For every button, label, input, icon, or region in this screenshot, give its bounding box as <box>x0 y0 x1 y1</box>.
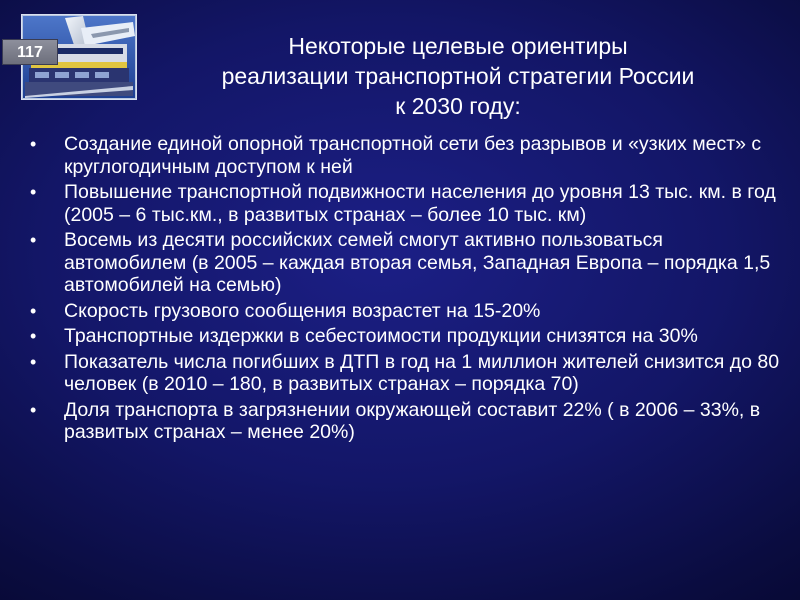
bullet-dot-icon: • <box>30 182 37 202</box>
bullet-item <box>30 133 788 178</box>
title-line: к 2030 году: <box>395 93 521 119</box>
bullet-text: Скорость грузового сообщения возрастет на 15-20% <box>64 299 541 322</box>
bullet-text: Повышение транспортной подвижности населения до уровня 13 тыс. км. в год (2005 – 6 тыс.км., в развитых странах – более 10 тыс. км) <box>64 181 776 226</box>
bullet-dot-icon: • <box>30 134 37 154</box>
bullet-item <box>30 325 788 348</box>
bullet-text: Показатель числа погибших в ДТП в год на 1 миллион жителей снизится до 80 человек (в 2010 – 180, в развитых странах – порядка 70) <box>64 350 780 395</box>
page-number-badge: 117 <box>2 39 58 65</box>
bullet-dot-icon: • <box>30 351 37 372</box>
bullet-text: Транспортные издержки в себестоимости продукции снизятся на 30% <box>64 325 698 347</box>
bullet-item <box>30 229 788 297</box>
bullet-dot-icon: • <box>30 300 37 321</box>
bullet-dot-icon: • <box>30 230 37 250</box>
bullet-item <box>30 181 788 226</box>
bullet-text: Доля транспорта в загрязнении окружающей составит 22% ( в 2006 – 33%, в развитых странах – менее 20%) <box>64 398 761 443</box>
title-line: Некоторые целевые ориентиры <box>288 33 628 59</box>
bullet-text: Создание единой опорной транспортной сети без разрывов и «узких мест» с круглогодичным доступом к ней <box>64 133 762 178</box>
slide-title <box>150 31 766 121</box>
bullet-item <box>30 300 788 323</box>
bullet-dot-icon: • <box>30 399 37 420</box>
bullet-text: Восемь из десяти российских семей смогут активно пользоваться автомобилем (в 2005 – каждая вторая семья, Западная Европа – порядка 1,5 автомобилей на семью) <box>64 229 771 296</box>
bullet-dot-icon: • <box>30 326 37 346</box>
bullet-item <box>30 351 788 396</box>
title-line: реализации транспортной стратегии России <box>221 63 695 89</box>
bullet-item <box>30 399 788 444</box>
bullet-list <box>30 133 788 447</box>
